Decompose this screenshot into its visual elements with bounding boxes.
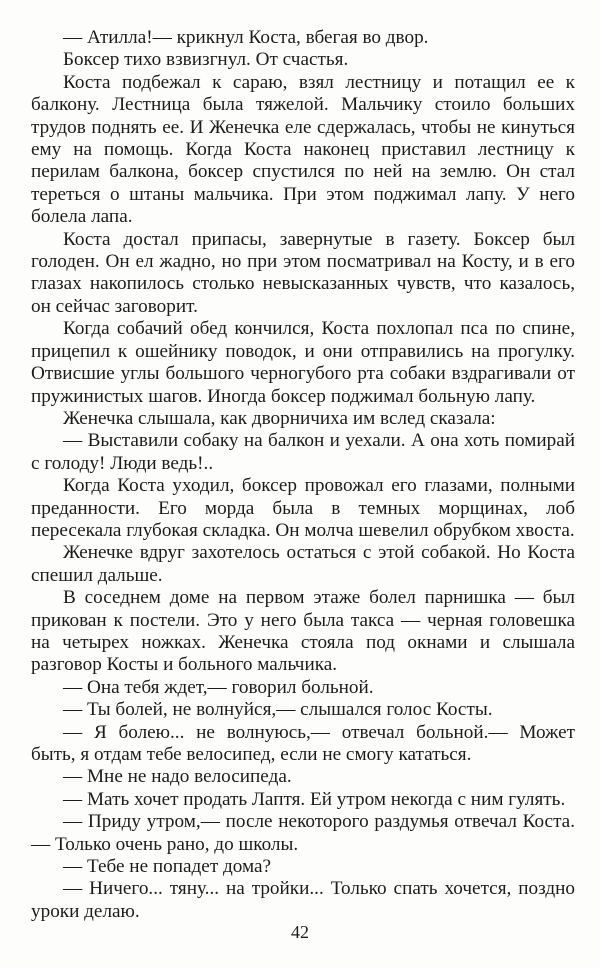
paragraph: — Мать хочет продать Лаптя. Ей утром некогда с ним гулять.	[63, 788, 566, 810]
paragraph: — Приду утром,— после некоторого раздумья отвечал Коста.— Только очень рано, до школы.	[31, 811, 575, 855]
paragraph: Когда собачий обед кончился, Коста похлопал пса по спине, прицепил к ошейнику поводок, и они отправились на прогулку. Отвисшие углы большого черногубого рта собаки вздрагивали от пружинистых шагов. Иногда боксер поджимал больную лапу.	[31, 318, 575, 407]
paragraph: — Тебе не попадет дома?	[63, 856, 272, 878]
paragraph: — Ничего... тяну... на тройки... Только спать хочется, поздно уроки делаю.	[31, 878, 575, 922]
page-body-text	[31, 27, 575, 923]
paragraph: Коста достал припасы, завернутые в газету. Боксер был голоден. Он ел жадно, но при этом посматривал на Косту, и в его глазах накопилось столько невысказанных чувств, что казалось, он сейчас заговорит.	[31, 228, 575, 317]
paragraph: — Ты болей, не волнуйся,— слышался голос Косты.	[63, 699, 493, 721]
paragraph: — Атилла!— крикнул Коста, вбегая во двор.	[63, 27, 429, 48]
paragraph: — Она тебя ждет,— говорил больной.	[63, 676, 374, 698]
paragraph: — Мне не надо велосипеда.	[63, 766, 292, 788]
paragraph: — Выставили собаку на балкон и уехали. А она хоть помирай с голоду! Люди ведь!..	[31, 430, 575, 474]
paragraph: Женечка слышала, как дворничиха им вслед сказала:	[63, 407, 496, 429]
paragraph: Женечке вдруг захотелось остаться с этой собакой. Но Коста спешил дальше.	[31, 542, 575, 586]
page-number: 42	[291, 922, 309, 942]
paragraph: Когда Коста уходил, боксер провожал его глазами, полными преданности. Его морда была в темных морщинах, лоб пересекала глубокая складка. Он молча шевелил обрубком хвоста.	[31, 475, 575, 541]
paragraph: — Я болею... не волнуюсь,— отвечал больной.— Может быть, я отдам тебе велосипед, если не смогу кататься.	[31, 721, 575, 765]
paragraph: Коста подбежал к сараю, взял лестницу и потащил ее к балкону. Лестница была тяжелой. Мальчику стоило больших трудов поднять ее. И Женечка еле сдержалась, чтобы не кинуться ему на помощь. Когда Коста наконец приставил лестницу к перилам балкона, боксер спустился по ней на землю. Он стал тереться о штаны мальчика. При этом поджимал лапу. У него болела лапа.	[31, 71, 575, 228]
paragraph: Боксер тихо взвизгнул. От счастья.	[63, 49, 349, 71]
paragraph: В соседнем доме на первом этаже болел парнишка — был прикован к постели. Это у него была такса — черная головешка на четырех ножках. Женечка стояла под окнами и слышала разговор Косты и больного мальчика.	[31, 587, 575, 676]
